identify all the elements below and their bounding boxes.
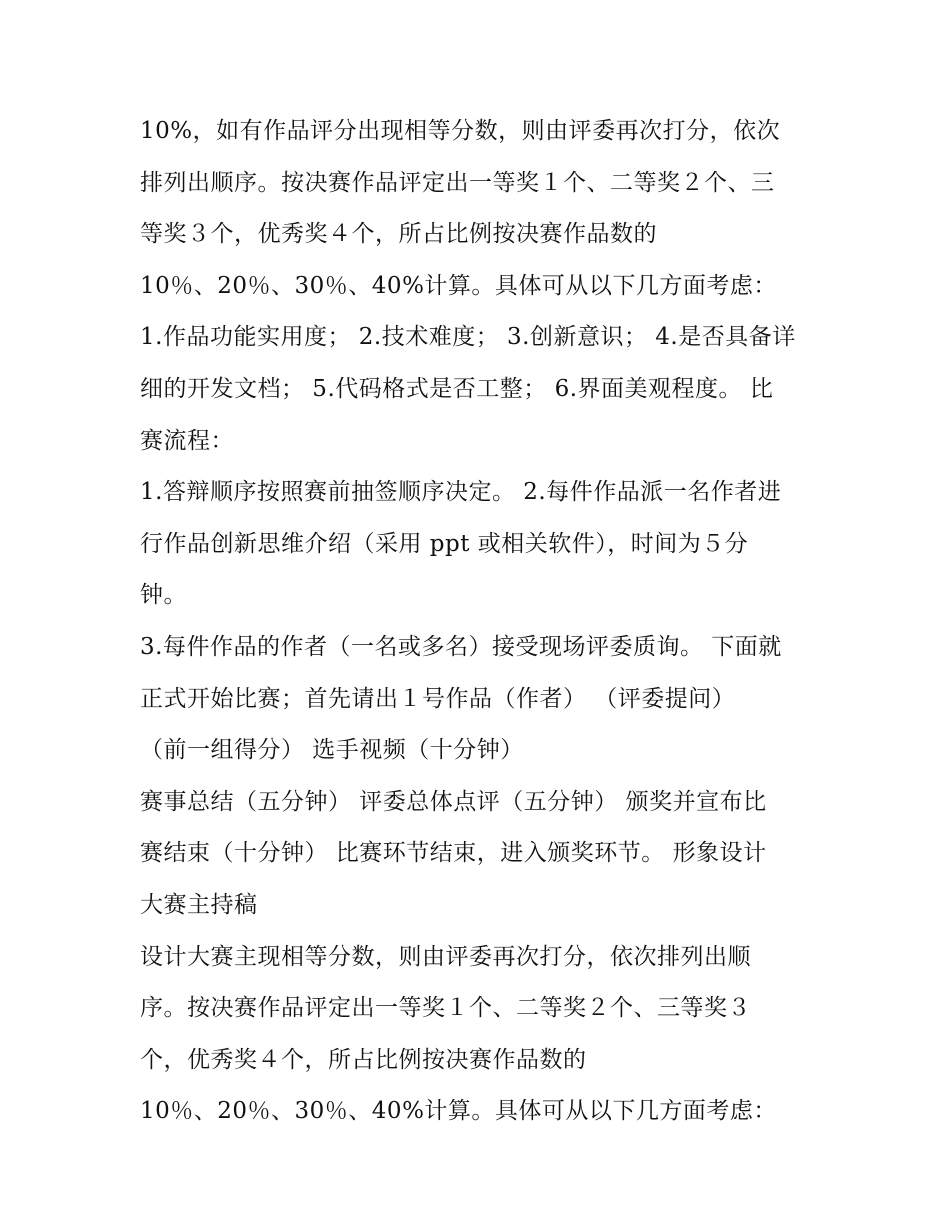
text-line: 设计大赛主现相等分数，则由评委再次打分，依次排列出顺 [140, 943, 751, 970]
text-line: 赛流程： [140, 427, 234, 454]
text-line: 赛事总结（五分钟） 评委总体点评（五分钟） 颁奖并宣布比 [140, 788, 767, 815]
text-line: 赛结束（十分钟） 比赛环节结束，进入颁奖环节。 形象设计 [140, 840, 767, 867]
text-line: （前一组得分） 选手视频（十分钟） [140, 737, 524, 764]
text-line: 1.作品功能实用度； 2.技术难度； 3.创新意识； 4.是否具备详 [140, 324, 796, 351]
text-line: 细的开发文档； 5.代码格式是否工整； 6.界面美观程度。 比 [140, 375, 774, 402]
text-line: 3.每件作品的作者（一名或多名）接受现场评委质询。 下面就 [140, 633, 782, 660]
text-line: 排列出顺序。按决赛作品评定出一等奖１个、二等奖２个、三 [140, 169, 775, 196]
text-line: 序。按决赛作品评定出一等奖１个、二等奖２个、三等奖３ [140, 995, 751, 1022]
text-line: 正式开始比赛；首先请出１号作品（作者） （评委提问） [140, 685, 736, 712]
text-line: 1.答辩顺序按照赛前抽签顺序决定。 2.每件作品派一名作者进 [140, 479, 782, 506]
text-line: 等奖３个，优秀奖４个，所占比例按决赛作品数的 [140, 221, 657, 248]
text-line: 行作品创新思维介绍（采用 ppt 或相关软件），时间为５分 [140, 530, 749, 557]
text-line: 钟。 [140, 582, 187, 609]
text-line: 大赛主持稿 [140, 891, 258, 918]
text-line: 10％、20％、30％、40%计算。具体可从以下几方面考虑： [140, 272, 777, 299]
document-body [140, 106, 830, 1138]
text-line: 10%，如有作品评分出现相等分数，则由评委再次打分，依次 [140, 118, 781, 144]
text-line: 个，优秀奖４个，所占比例按决赛作品数的 [140, 1046, 587, 1073]
text-line: 10％、20％、30％、40%计算。具体可从以下几方面考虑： [140, 1098, 777, 1125]
